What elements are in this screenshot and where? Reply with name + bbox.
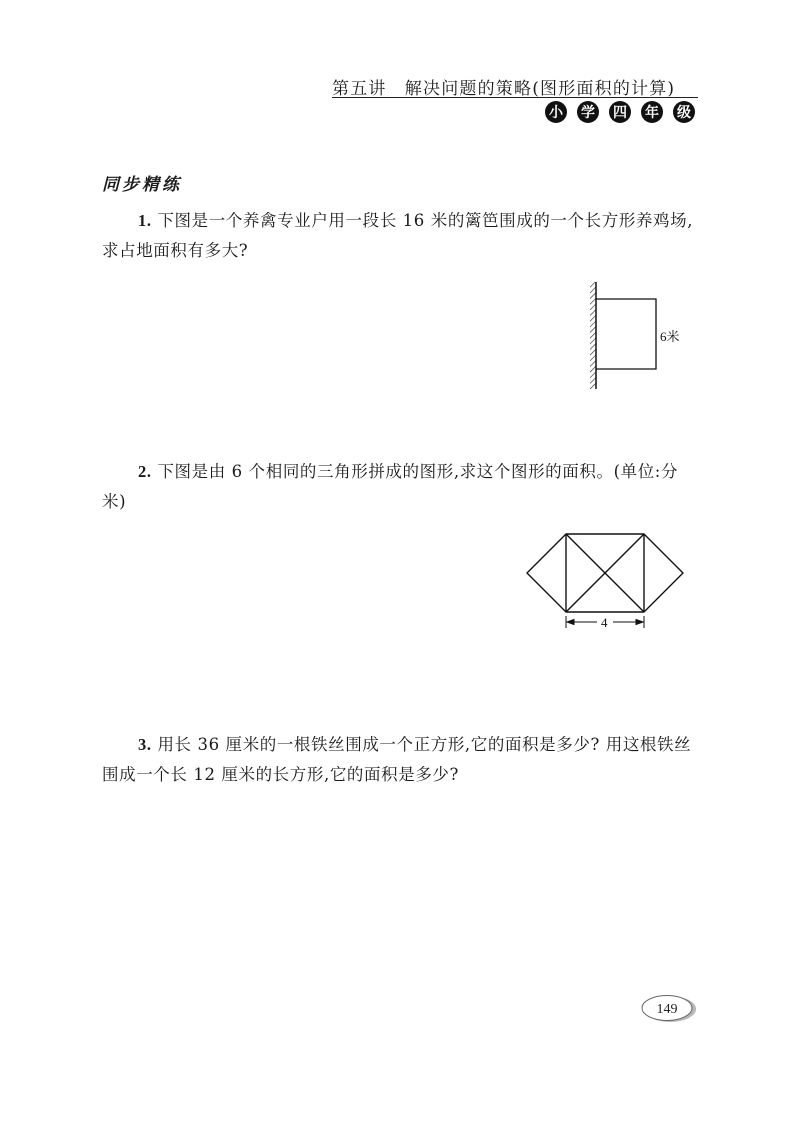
- problem-text: 下图是一个养禽专业户用一段长 16 米的篱笆围成的一个长方形养鸡场,求占地面积有多大?: [102, 211, 694, 260]
- dimension-label: 4: [601, 615, 608, 630]
- page-number-badge: [640, 993, 696, 1023]
- problem-number: 1.: [138, 211, 152, 230]
- page-number: 149: [656, 1002, 678, 1017]
- problem-number: 3.: [138, 735, 152, 754]
- grade-badge: 级: [673, 101, 695, 123]
- grade-badge: 四: [609, 101, 631, 123]
- section-title: 同步精练: [102, 175, 182, 195]
- header-divider: [332, 97, 698, 98]
- problem-number: 2.: [138, 462, 152, 481]
- problem-text: 下图是由 6 个相同的三角形拼成的图形,求这个图形的面积。(单位:分米): [102, 462, 679, 511]
- problem-2: [102, 457, 700, 517]
- wall-hatching: [590, 282, 596, 389]
- fence-rectangle: [596, 299, 656, 369]
- side-label: 6米: [660, 329, 680, 344]
- grade-badge: 小: [545, 101, 567, 123]
- grade-badges: [545, 101, 695, 123]
- problem-1: [102, 206, 700, 266]
- problem-3: [102, 730, 700, 790]
- figure-rectangle-wall: [580, 278, 700, 394]
- chapter-title: 第五讲 解决问题的策略(图形面积的计算): [332, 79, 676, 99]
- problem-text: 用长 36 厘米的一根铁丝围成一个正方形,它的面积是多少? 用这根铁丝围成一个长 12 厘米的长方形,它的面积是多少?: [102, 735, 692, 784]
- grade-badge: 学: [577, 101, 599, 123]
- figure-hexagon-triangles: [520, 528, 690, 632]
- grade-badge: 年: [641, 101, 663, 123]
